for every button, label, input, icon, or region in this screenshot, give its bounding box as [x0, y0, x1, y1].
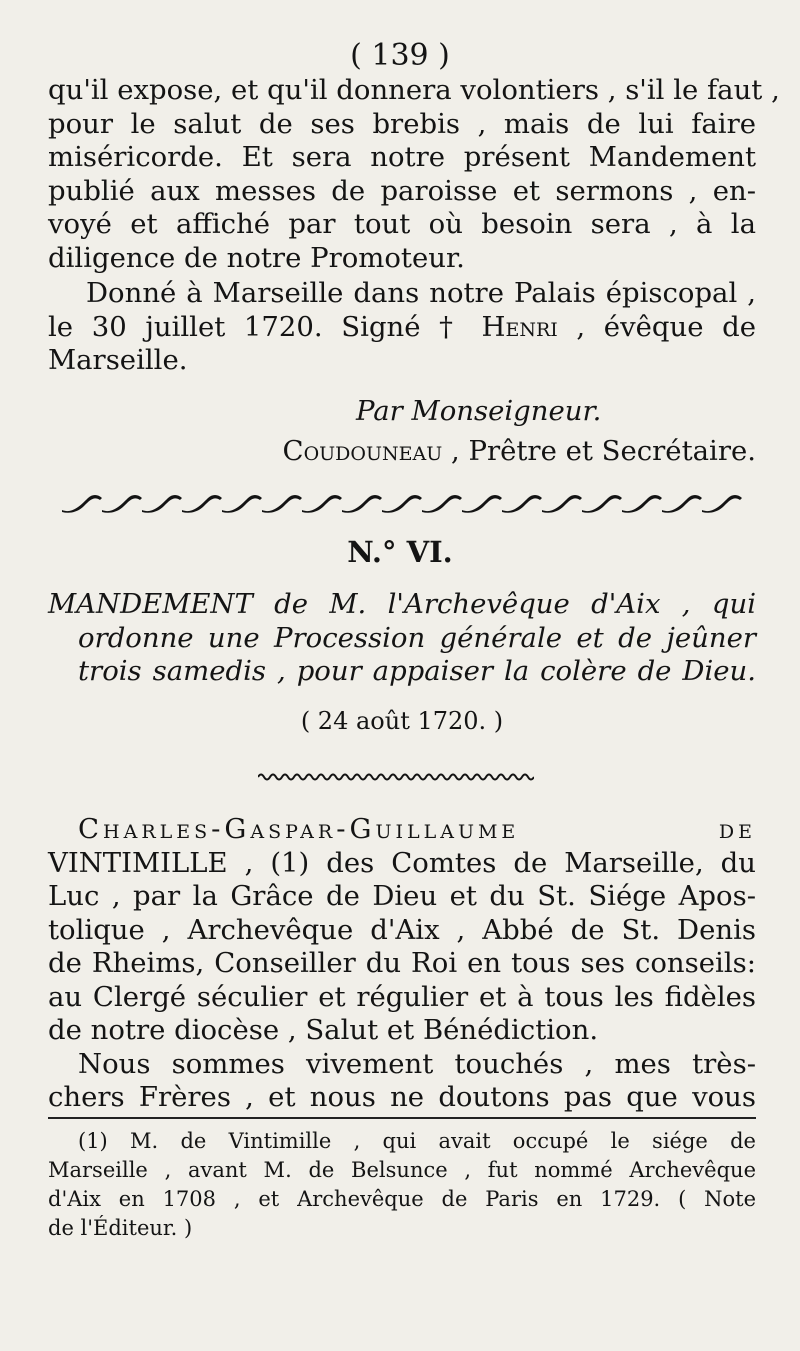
- footnote-line: (1) M. de Vintimille , qui avait occupé le siége de: [78, 1129, 756, 1153]
- signature-block: [48, 395, 756, 468]
- footnote-line: de l'Éditeur. ): [48, 1216, 193, 1240]
- footnote: [48, 1127, 756, 1243]
- text-line: au Clergé séculier et régulier et à tous les fidèles: [48, 980, 756, 1013]
- mandate-body: [48, 813, 756, 1115]
- mandate-date: ( 24 août 1720. ): [300, 707, 504, 735]
- text-line: de Rheims, Conseiller du Roi en tous ses conseils:: [48, 947, 756, 979]
- title-line: ordonne une Procession générale et de jeûner: [78, 621, 756, 654]
- ornamental-rule: [62, 492, 750, 516]
- title-line: trois samedis , pour appaiser la colère de Dieu.: [78, 655, 756, 687]
- short-rule: [258, 772, 534, 782]
- title-line: MANDEMENT de M. l'Archevêque d'Aix , qui: [48, 588, 756, 620]
- text-line: qu'il expose, et qu'il donnera volontiers , s'il le faut ,: [48, 74, 780, 106]
- text-line: Marseille.: [48, 344, 188, 376]
- text-line: pour le salut de ses brebis , mais de lui faire: [48, 107, 756, 140]
- text-line: VINTIMILLE , (1) des Comtes de Marseille, du: [48, 846, 756, 879]
- secretary-role: , Prêtre et Secrétaire.: [442, 434, 756, 467]
- footnote-rule: [48, 1117, 756, 1119]
- text-line: voyé et affiché par tout où besoin sera , à la: [48, 208, 756, 240]
- text-line: Luc , par la Grâce de Dieu et du St. Siége Apos-: [48, 880, 756, 912]
- text-line: tolique , Archevêque d'Aix , Abbé de St. Denis: [48, 913, 756, 946]
- text-span: le 30 juillet 1720. Signé †: [48, 310, 482, 343]
- signature-par: Par Monseigneur.: [356, 395, 602, 427]
- text-line: miséricorde. Et sera notre présent Mandement: [48, 141, 756, 173]
- text-line: [48, 311, 756, 345]
- signature-line: [48, 435, 756, 469]
- mandate-title: [48, 588, 756, 689]
- footnote-line: Marseille , avant M. de Belsunce , fut nommé Archevêque: [48, 1158, 756, 1182]
- secretary-name: Coudouneau: [282, 434, 443, 467]
- text-line: publié aux messes de paroisse et sermons , en-: [48, 174, 756, 207]
- footnote-line: d'Aix en 1708 , et Archevêque de Paris en 1729. ( Note: [48, 1187, 756, 1211]
- page-number: ( 139 ): [350, 38, 450, 73]
- text-span: , évêque de: [557, 310, 756, 343]
- section-number: N.° VI.: [347, 535, 453, 569]
- text-line: Donné à Marseille dans notre Palais épiscopal ,: [86, 277, 756, 309]
- paragraph-decree-end: [48, 74, 780, 275]
- paragraph-given-at: [48, 277, 756, 378]
- text-line: de notre diocèse , Salut et Bénédiction.: [48, 1014, 599, 1046]
- text-line: diligence de notre Promoteur.: [48, 241, 465, 274]
- text-line: chers Frères , et nous ne doutons pas que vous: [48, 1081, 756, 1113]
- bishop-name: Henri: [481, 310, 558, 343]
- text-line: Nous sommes vivement touchés , mes très-: [78, 1047, 756, 1080]
- archbishop-name: Charles-Gaspar-Guillaume de: [78, 813, 756, 845]
